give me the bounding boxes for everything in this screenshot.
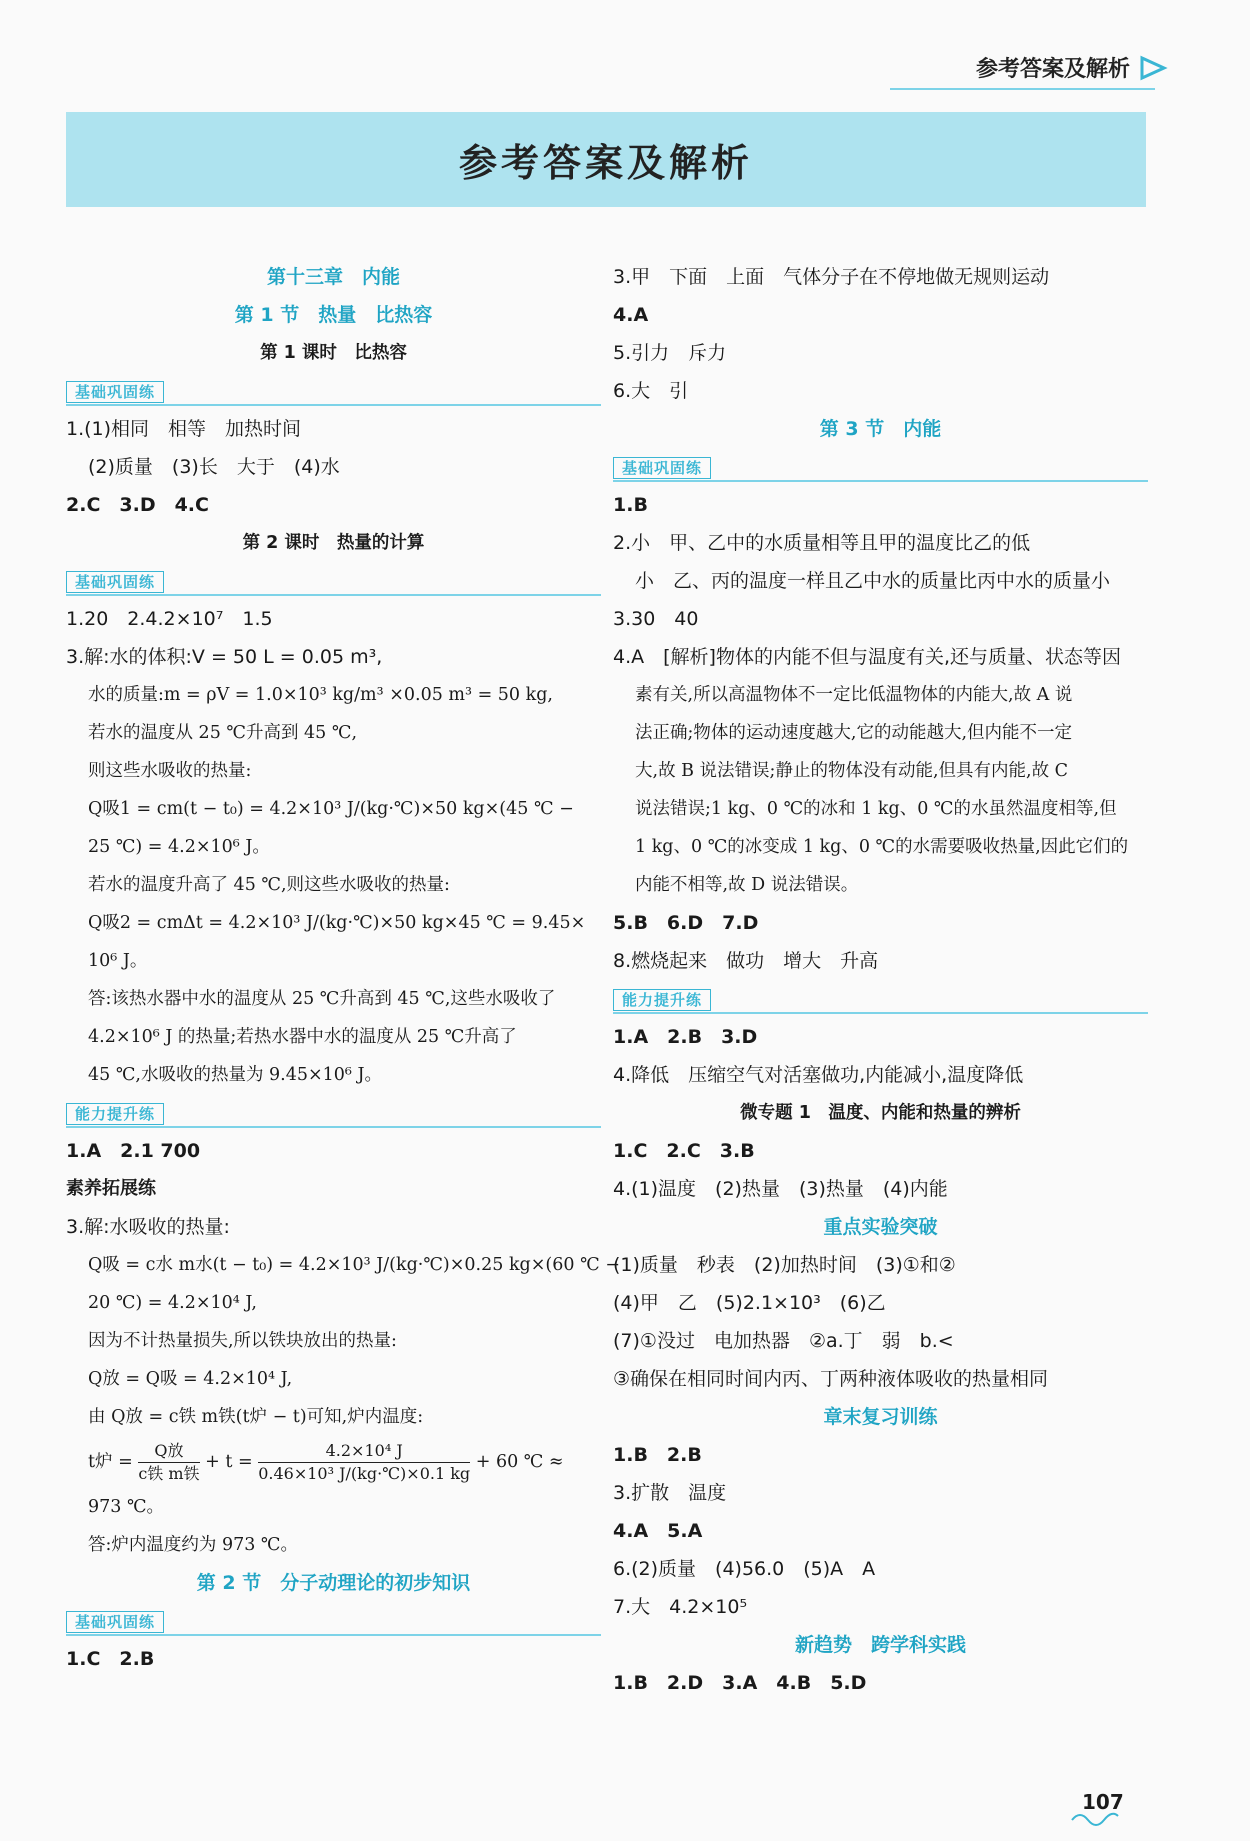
explanation-line: 内能不相等,故 D 说法错误。 bbox=[635, 875, 859, 895]
explanation-line: 25 ℃) = 4.2×10⁶ J。 bbox=[88, 837, 270, 857]
answer-line: 7.大 4.2×10⁵ bbox=[613, 1596, 748, 1618]
section-tag bbox=[66, 562, 601, 600]
explanation-line: 水的质量:m = ρV = 1.0×10³ kg/m³ ×0.05 m³ = 50 kg, bbox=[88, 685, 553, 705]
formula-line bbox=[66, 1436, 601, 1488]
answer-line: (2)质量 (3)长 大于 (4)水 bbox=[88, 456, 340, 478]
answer-line: 4.A 5.A bbox=[613, 1520, 703, 1542]
explanation-line: 素有关,所以高温物体不一定比低温物体的内能大,故 A 说 bbox=[635, 685, 1073, 705]
fraction-numerator: 4.2×10⁴ J bbox=[258, 1440, 470, 1463]
answer-line: 1.A 2.B 3.D bbox=[613, 1026, 758, 1048]
answer-line: (4)甲 乙 (5)2.1×10³ (6)乙 bbox=[613, 1292, 886, 1314]
right-column bbox=[613, 258, 1148, 1702]
section-tag-label: 基础巩固练 bbox=[66, 571, 164, 593]
answer-line: 1.C 2.C 3.B bbox=[613, 1140, 755, 1162]
running-header-text: 参考答案及解析 bbox=[975, 57, 1130, 82]
answer-line: 4.(1)温度 (2)热量 (3)热量 (4)内能 bbox=[613, 1178, 948, 1200]
section-heading: 第 3 节 内能 bbox=[819, 418, 942, 440]
section-tag bbox=[66, 1602, 601, 1640]
section-heading: 新趋势 跨学科实践 bbox=[794, 1634, 966, 1656]
explanation-line: 若水的温度升高了 45 ℃,则这些水吸收的热量: bbox=[88, 875, 450, 895]
explanation-line: 由 Q放 = c铁 m铁(t炉 − t)可知,炉内温度: bbox=[88, 1407, 424, 1427]
explanation-line: 说法错误;1 kg、0 ℃的冰和 1 kg、0 ℃的水虽然温度相等,但 bbox=[635, 799, 1117, 819]
answer-line: 1.B 2.D 3.A 4.B 5.D bbox=[613, 1672, 867, 1694]
answer-line: 5.B 6.D 7.D bbox=[613, 912, 759, 934]
answer-line: 1.(1)相同 相等 加热时间 bbox=[66, 418, 302, 440]
running-header bbox=[976, 52, 1168, 83]
explanation-line: Q放 = Q吸 = 4.2×10⁴ J, bbox=[88, 1369, 293, 1389]
fraction-denominator: c铁 m铁 bbox=[138, 1464, 200, 1483]
answer-line: 3.解:水的体积:V = 50 L = 0.05 m³, bbox=[66, 646, 383, 668]
explanation-line: 973 ℃。 bbox=[88, 1497, 165, 1517]
answer-line: ③确保在相同时间内丙、丁两种液体吸收的热量相同 bbox=[613, 1368, 1049, 1390]
subsection-heading: 素养拓展练 bbox=[66, 1178, 156, 1199]
explanation-line: 法正确;物体的运动速度越大,它的动能越大,但内能不一定 bbox=[635, 723, 1073, 743]
answer-line: 3.甲 下面 上面 气体分子在不停地做无规则运动 bbox=[613, 266, 1050, 288]
explanation-line: 4.2×10⁶ J 的热量;若热水器中水的温度从 25 ℃升高了 bbox=[88, 1027, 517, 1047]
explanation-line: 10⁶ J。 bbox=[88, 951, 148, 971]
answer-line: (1)质量 秒表 (2)加热时间 (3)①和② bbox=[613, 1254, 956, 1276]
answer-line: 2.小 甲、乙中的水质量相等且甲的温度比乙的低 bbox=[613, 532, 1031, 554]
explanation-line: Q吸1 = cm(t − t₀) = 4.2×10³ J/(kg·℃)×50 kg×(45 ℃ − bbox=[88, 799, 574, 819]
fraction-denominator: 0.46×10³ J/(kg·℃)×0.1 kg bbox=[258, 1464, 471, 1483]
explanation-line: 则这些水吸收的热量: bbox=[88, 761, 252, 781]
explanation-line: 1 kg、0 ℃的冰变成 1 kg、0 ℃的水需要吸收热量,因此它们的 bbox=[635, 837, 1129, 857]
section-tag-label: 基础巩固练 bbox=[613, 457, 711, 479]
answer-line: 5.引力 斥力 bbox=[613, 342, 727, 364]
answer-line: 4.A [解析]物体的内能不但与温度有关,还与质量、状态等因 bbox=[613, 646, 1121, 668]
section-tag bbox=[613, 980, 1148, 1018]
section-tag-label: 能力提升练 bbox=[66, 1103, 164, 1125]
section-heading: 重点实验突破 bbox=[823, 1216, 938, 1238]
explanation-line: 大,故 B 说法错误;静止的物体没有动能,但具有内能,故 C bbox=[635, 761, 1069, 781]
page-title: 参考答案及解析 bbox=[458, 141, 753, 185]
explanation-line: 因为不计热量损失,所以铁块放出的热量: bbox=[88, 1331, 397, 1351]
answer-line: 1.20 2.4.2×10⁷ 1.5 bbox=[66, 608, 273, 630]
lesson-heading: 微专题 1 温度、内能和热量的辨析 bbox=[740, 1103, 1021, 1123]
lesson-heading: 第 2 课时 热量的计算 bbox=[242, 533, 425, 553]
header-rule bbox=[890, 88, 1155, 90]
title-banner bbox=[66, 112, 1146, 207]
explanation-line: 若水的温度从 25 ℃升高到 45 ℃, bbox=[88, 723, 358, 743]
page-number: 107 bbox=[1082, 1790, 1124, 1814]
section-heading: 第十三章 内能 bbox=[266, 266, 400, 288]
formula-text: + t = bbox=[199, 1452, 259, 1472]
section-tag bbox=[613, 448, 1148, 486]
section-heading: 第 2 节 分子动理论的初步知识 bbox=[196, 1572, 471, 1594]
explanation-line: Q吸2 = cmΔt = 4.2×10³ J/(kg·℃)×50 kg×45 ℃ = 9.45× bbox=[88, 913, 586, 933]
section-heading: 第 1 节 热量 比热容 bbox=[234, 304, 433, 326]
answer-line: (7)①没过 电加热器 ②a.丁 弱 b.< bbox=[613, 1330, 954, 1352]
section-tag bbox=[66, 372, 601, 410]
explanation-line: 45 ℃,水吸收的热量为 9.45×10⁶ J。 bbox=[88, 1065, 383, 1085]
formula-text: + 60 ℃ ≈ bbox=[470, 1452, 564, 1472]
answer-line: 8.燃烧起来 做功 增大 升高 bbox=[613, 950, 879, 972]
answer-line: 1.B 2.B bbox=[613, 1444, 702, 1466]
section-tag bbox=[66, 1094, 601, 1132]
explanation-line: 20 ℃) = 4.2×10⁴ J, bbox=[88, 1293, 257, 1313]
section-tag-label: 基础巩固练 bbox=[66, 1611, 164, 1633]
fraction bbox=[138, 1440, 199, 1485]
formula-text: t炉 = bbox=[88, 1452, 139, 1472]
answer-line: 3.扩散 温度 bbox=[613, 1482, 727, 1504]
play-arrow-icon bbox=[1138, 55, 1168, 81]
explanation-line: 答:炉内温度约为 973 ℃。 bbox=[88, 1535, 298, 1555]
answer-line: 6.大 引 bbox=[613, 380, 689, 402]
lesson-heading: 第 1 课时 比热容 bbox=[260, 343, 407, 363]
explanation-line: Q吸 = c水 m水(t − t₀) = 4.2×10³ J/(kg·℃)×0.25 kg×(60 ℃ − bbox=[88, 1255, 620, 1275]
answer-line: 1.A 2.1 700 bbox=[66, 1140, 201, 1162]
answer-line: 3.30 40 bbox=[613, 608, 699, 630]
section-heading: 章末复习训练 bbox=[823, 1406, 938, 1428]
answer-line: 4.降低 压缩空气对活塞做功,内能减小,温度降低 bbox=[613, 1064, 1024, 1086]
fraction-numerator: Q放 bbox=[138, 1440, 199, 1463]
answer-line: 4.A bbox=[613, 304, 649, 326]
answer-line: 1.B bbox=[613, 494, 648, 516]
answer-line: 2.C 3.D 4.C bbox=[66, 494, 209, 516]
answer-line: 1.C 2.B bbox=[66, 1648, 155, 1670]
wave-ornament-icon bbox=[1070, 1808, 1120, 1828]
explanation-line: 答:该热水器中水的温度从 25 ℃升高到 45 ℃,这些水吸收了 bbox=[88, 989, 556, 1009]
section-tag-label: 基础巩固练 bbox=[66, 381, 164, 403]
answer-line: 小 乙、丙的温度一样且乙中水的质量比丙中水的质量小 bbox=[635, 570, 1111, 592]
left-column bbox=[66, 258, 620, 1678]
answer-line: 6.(2)质量 (4)56.0 (5)A A bbox=[613, 1558, 876, 1580]
fraction bbox=[258, 1440, 470, 1485]
answer-line: 3.解:水吸收的热量: bbox=[66, 1216, 230, 1238]
section-tag-label: 能力提升练 bbox=[613, 989, 711, 1011]
